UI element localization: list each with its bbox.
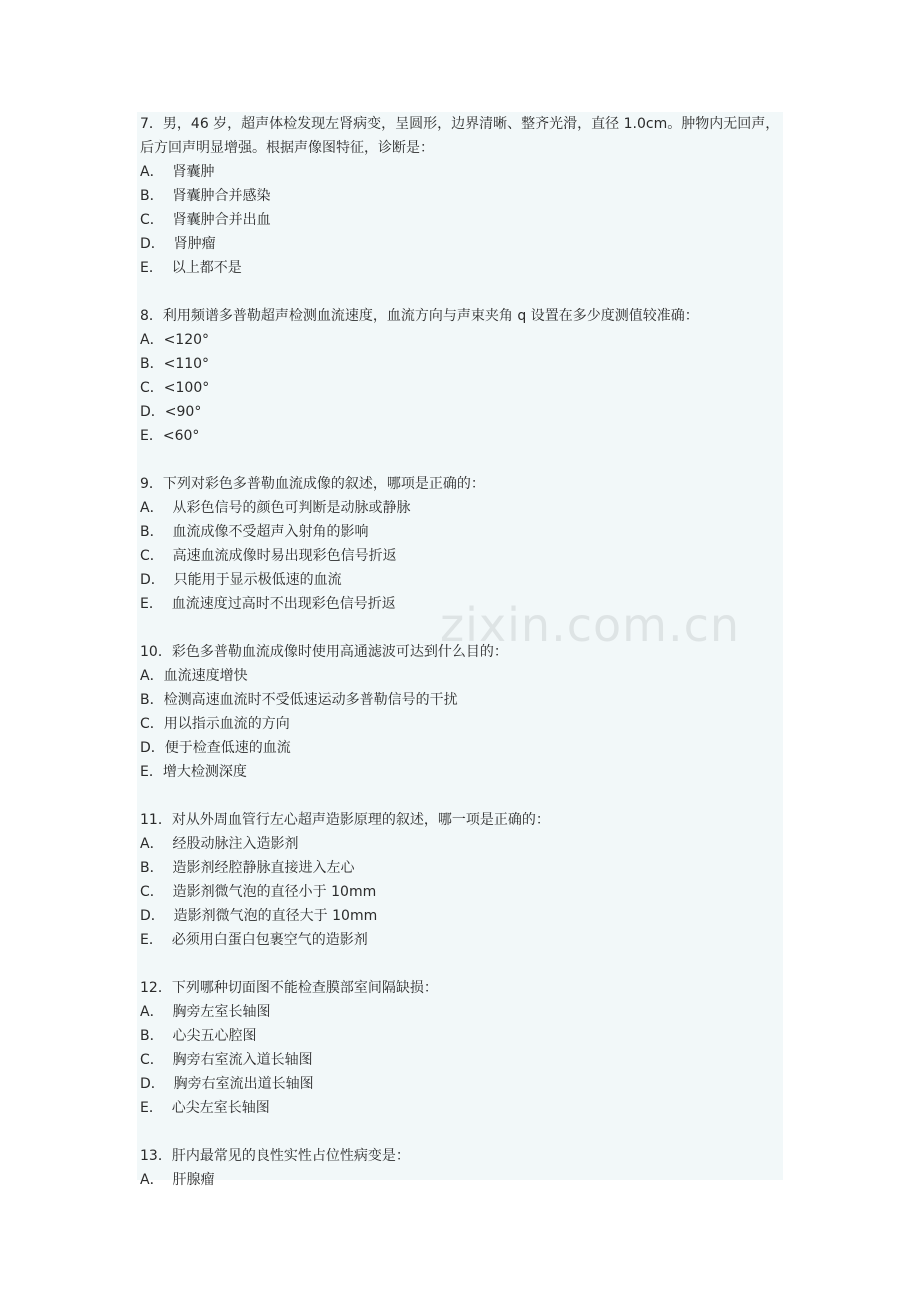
option-b: B． 造影剂经腔静脉直接进入左心: [140, 860, 355, 876]
question-13: [140, 1144, 785, 1192]
option-e: E． 以上都不是: [140, 260, 242, 276]
option-a: A．血流速度增快: [140, 668, 248, 684]
question-7: [140, 112, 785, 280]
option-a: A． 肝腺瘤: [140, 1172, 215, 1188]
option-d: D．<90°: [140, 404, 202, 420]
watermark: zixin.com.cn: [440, 598, 741, 652]
option-d: D． 造影剂微气泡的直径大于 10mm: [140, 908, 378, 924]
option-b: B． 心尖五心腔图: [140, 1028, 257, 1044]
question-text: 8．利用频谱多普勒超声检测血流速度，血流方向与声束夹角 q 设置在多少度测值较准确：: [140, 308, 699, 324]
option-c: C．<100°: [140, 380, 210, 396]
option-e: E． 必须用白蛋白包裹空气的造影剂: [140, 932, 368, 948]
option-c: C． 高速血流成像时易出现彩色信号折返: [140, 548, 397, 564]
question-text: 12．下列哪种切面图不能检查膜部室间隔缺损：: [140, 980, 438, 996]
question-text: 7．男，46 岁，超声体检发现左肾病变，呈圆形，边界清晰、整齐光滑，直径 1.0cm。肿物内无回声，后方回声明显增强。根据声像图特征，诊断是：: [140, 116, 780, 156]
question-12: [140, 976, 785, 1120]
option-c: C． 胸旁右室流入道长轴图: [140, 1052, 313, 1068]
option-b: B． 肾囊肿合并感染: [140, 188, 271, 204]
option-e: E． 血流速度过高时不出现彩色信号折返: [140, 596, 396, 612]
option-c: C．用以指示血流的方向: [140, 716, 290, 732]
option-d: D． 只能用于显示极低速的血流: [140, 572, 342, 588]
option-b: B． 血流成像不受超声入射角的影响: [140, 524, 369, 540]
question-text: 9．下列对彩色多普勒血流成像的叙述，哪项是正确的：: [140, 476, 485, 492]
option-b: B．<110°: [140, 356, 210, 372]
option-a: A． 胸旁左室长轴图: [140, 1004, 271, 1020]
option-d: D． 胸旁右室流出道长轴图: [140, 1076, 314, 1092]
question-text: 11．对从外周血管行左心超声造影原理的叙述，哪一项是正确的：: [140, 812, 550, 828]
question-list: [140, 112, 785, 1216]
question-text: 10．彩色多普勒血流成像时使用高通滤波可达到什么目的：: [140, 644, 508, 660]
option-d: D． 肾肿瘤: [140, 236, 216, 252]
option-e: E．<60°: [140, 428, 200, 444]
question-9: [140, 472, 785, 616]
question-10: [140, 640, 785, 784]
option-a: A． 肾囊肿: [140, 164, 215, 180]
option-e: E． 心尖左室长轴图: [140, 1100, 270, 1116]
option-a: A． 经股动脉注入造影剂: [140, 836, 299, 852]
question-11: [140, 808, 785, 952]
option-e: E．增大检测深度: [140, 764, 247, 780]
option-d: D．便于检查低速的血流: [140, 740, 291, 756]
option-a: A．<120°: [140, 332, 210, 348]
option-c: C． 造影剂微气泡的直径小于 10mm: [140, 884, 377, 900]
question-text: 13．肝内最常见的良性实性占位性病变是：: [140, 1148, 410, 1164]
question-8: [140, 304, 785, 448]
option-c: C． 肾囊肿合并出血: [140, 212, 271, 228]
option-b: B．检测高速血流时不受低速运动多普勒信号的干扰: [140, 692, 458, 708]
option-a: A． 从彩色信号的颜色可判断是动脉或静脉: [140, 500, 411, 516]
